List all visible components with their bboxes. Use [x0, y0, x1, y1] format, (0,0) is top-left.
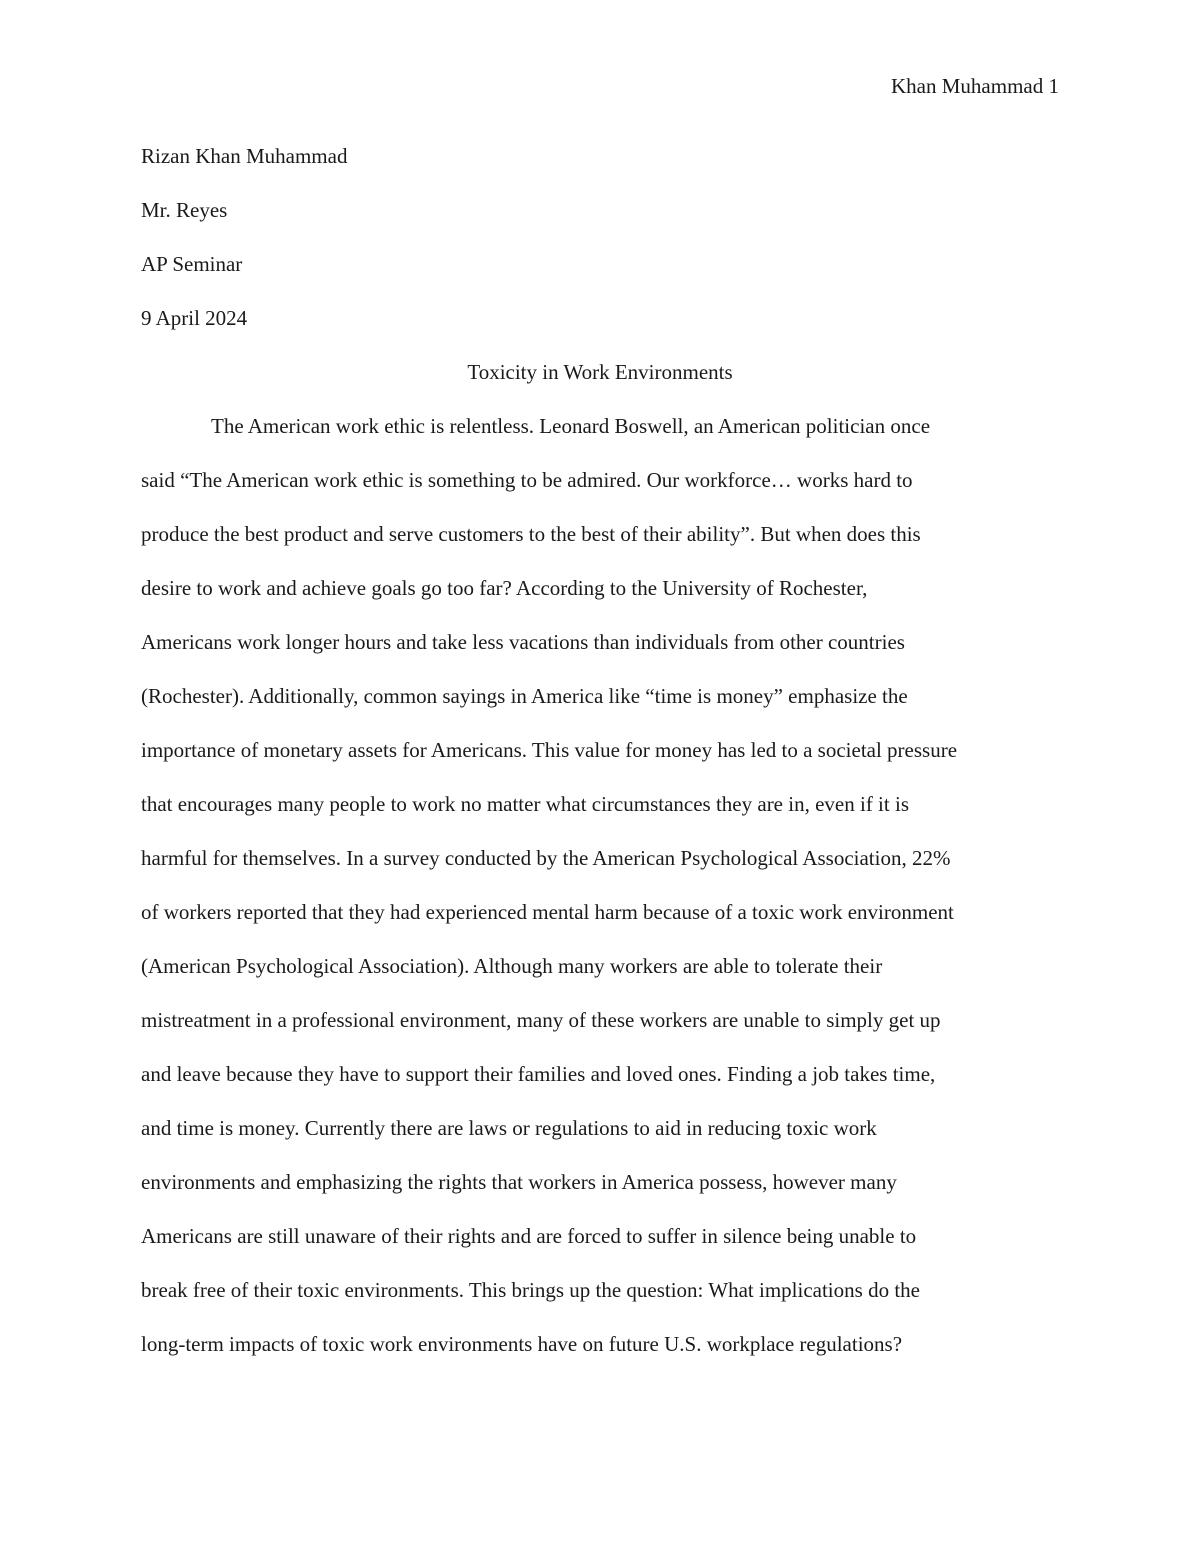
document-date: 9 April 2024 [141, 306, 248, 330]
course-name: AP Seminar [141, 252, 243, 276]
instructor-name: Mr. Reyes [141, 198, 228, 222]
paragraph-line: produce the best product and serve customers to the best of their ability”. But when does this [141, 522, 921, 546]
paragraph-line: (Rochester). Additionally, common sayings in America like “time is money” emphasize the [141, 684, 908, 708]
paragraph-line: Americans work longer hours and take less vacations than individuals from other countries [141, 630, 905, 654]
paragraph-line: and leave because they have to support their families and loved ones. Finding a job takes time, [141, 1062, 936, 1086]
paragraph-line: of workers reported that they had experienced mental harm because of a toxic work environment [141, 900, 954, 924]
paragraph-line: harmful for themselves. In a survey conducted by the American Psychological Association, 22% [141, 846, 951, 870]
paragraph-line: mistreatment in a professional environment, many of these workers are unable to simply get up [141, 1008, 941, 1032]
paragraph-line: (American Psychological Association). Although many workers are able to tolerate their [141, 954, 883, 978]
essay-title: Toxicity in Work Environments [467, 360, 733, 384]
paragraph-line: said “The American work ethic is something to be admired. Our workforce… works hard to [141, 468, 913, 492]
student-name: Rizan Khan Muhammad [141, 144, 348, 168]
paragraph-line: desire to work and achieve goals go too far? According to the University of Rochester, [141, 576, 868, 600]
paragraph-line: environments and emphasizing the rights that workers in America possess, however many [141, 1170, 897, 1194]
paragraph-line: and time is money. Currently there are laws or regulations to aid in reducing toxic work [141, 1116, 877, 1140]
paragraph-line: break free of their toxic environments. This brings up the question: What implications do the [141, 1278, 920, 1302]
paragraph-line: The American work ethic is relentless. Leonard Boswell, an American politician once [211, 414, 931, 438]
paragraph-line: Americans are still unaware of their rights and are forced to suffer in silence being unable to [141, 1224, 917, 1248]
paragraph-line: that encourages many people to work no matter what circumstances they are in, even if it is [141, 792, 909, 816]
paragraph-line: importance of monetary assets for Americans. This value for money has led to a societal pressure [141, 738, 958, 762]
paragraph-line: long-term impacts of toxic work environments have on future U.S. workplace regulations? [141, 1332, 903, 1356]
running-header: Khan Muhammad 1 [891, 74, 1059, 98]
